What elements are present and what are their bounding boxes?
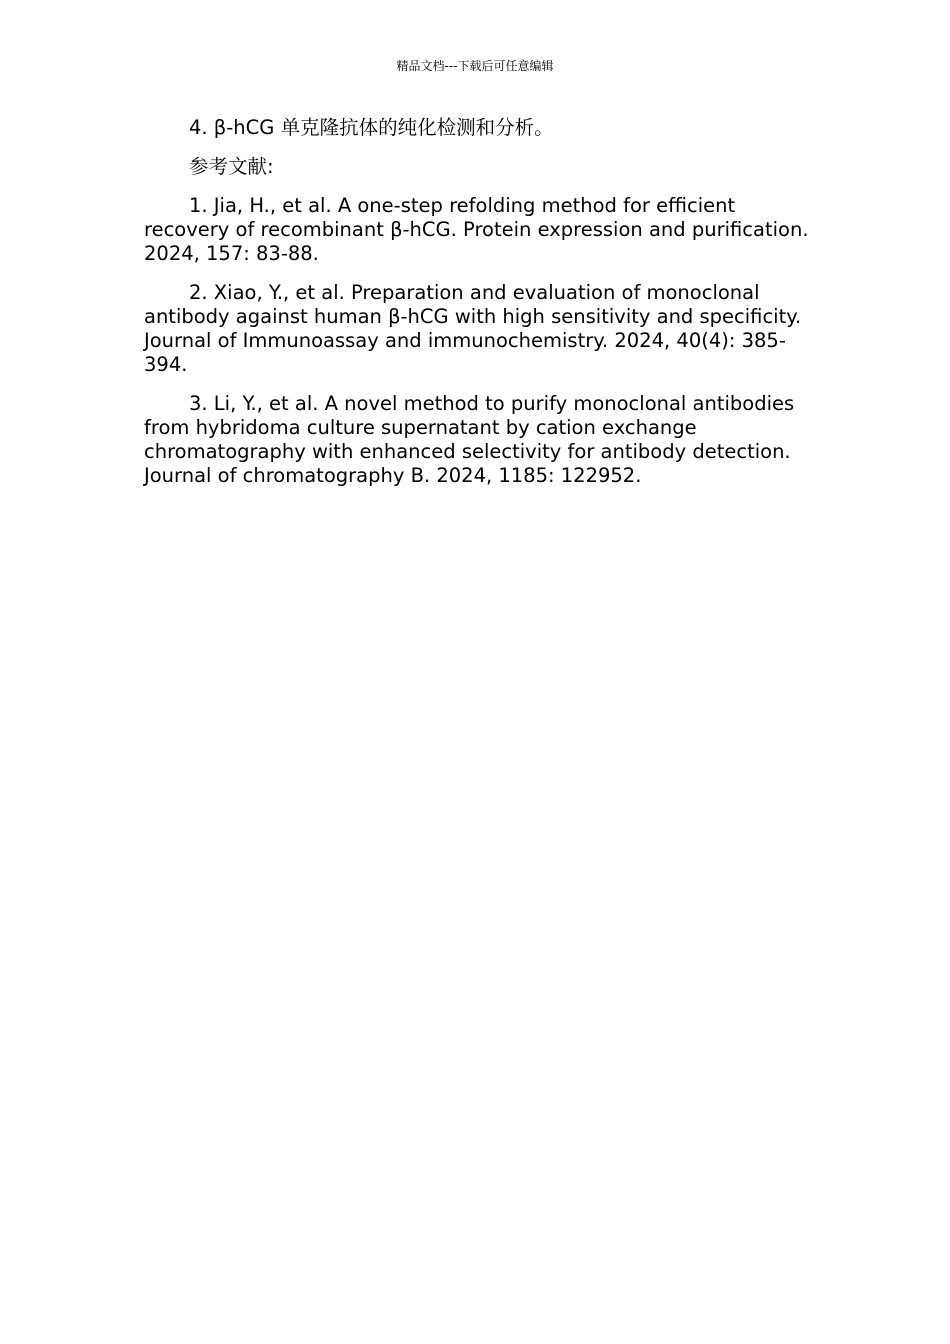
document-body xyxy=(144,116,814,503)
reference-item-3: 3. Li, Y., et al. A novel method to purify monoclonal antibodies from hybridoma culture supernatant by cation exchange chromatography with enhanced selectivity for antibody detection. Journal of chromatography B. 2024, 1185: 122952. xyxy=(144,392,795,487)
references-heading: 参考文献: xyxy=(189,155,274,178)
reference-item-1: 1. Jia, H., et al. A one-step refolding method for efficient recovery of recombinant β-hCG. Protein expression and purification. 2024, 157: 83-88. xyxy=(144,194,809,265)
section-item-4: 4. β-hCG 单克隆抗体的纯化检测和分析。 xyxy=(189,116,554,139)
reference-item-2: 2. Xiao, Y., et al. Preparation and evaluation of monoclonal antibody against human β-hCG with high sensitivity and specificity. Journal of Immunoassay and immunochemistry. 2024, 40(4): 385-394. xyxy=(144,281,802,376)
page-header: 精品文档---下载后可任意编辑 xyxy=(396,59,554,73)
